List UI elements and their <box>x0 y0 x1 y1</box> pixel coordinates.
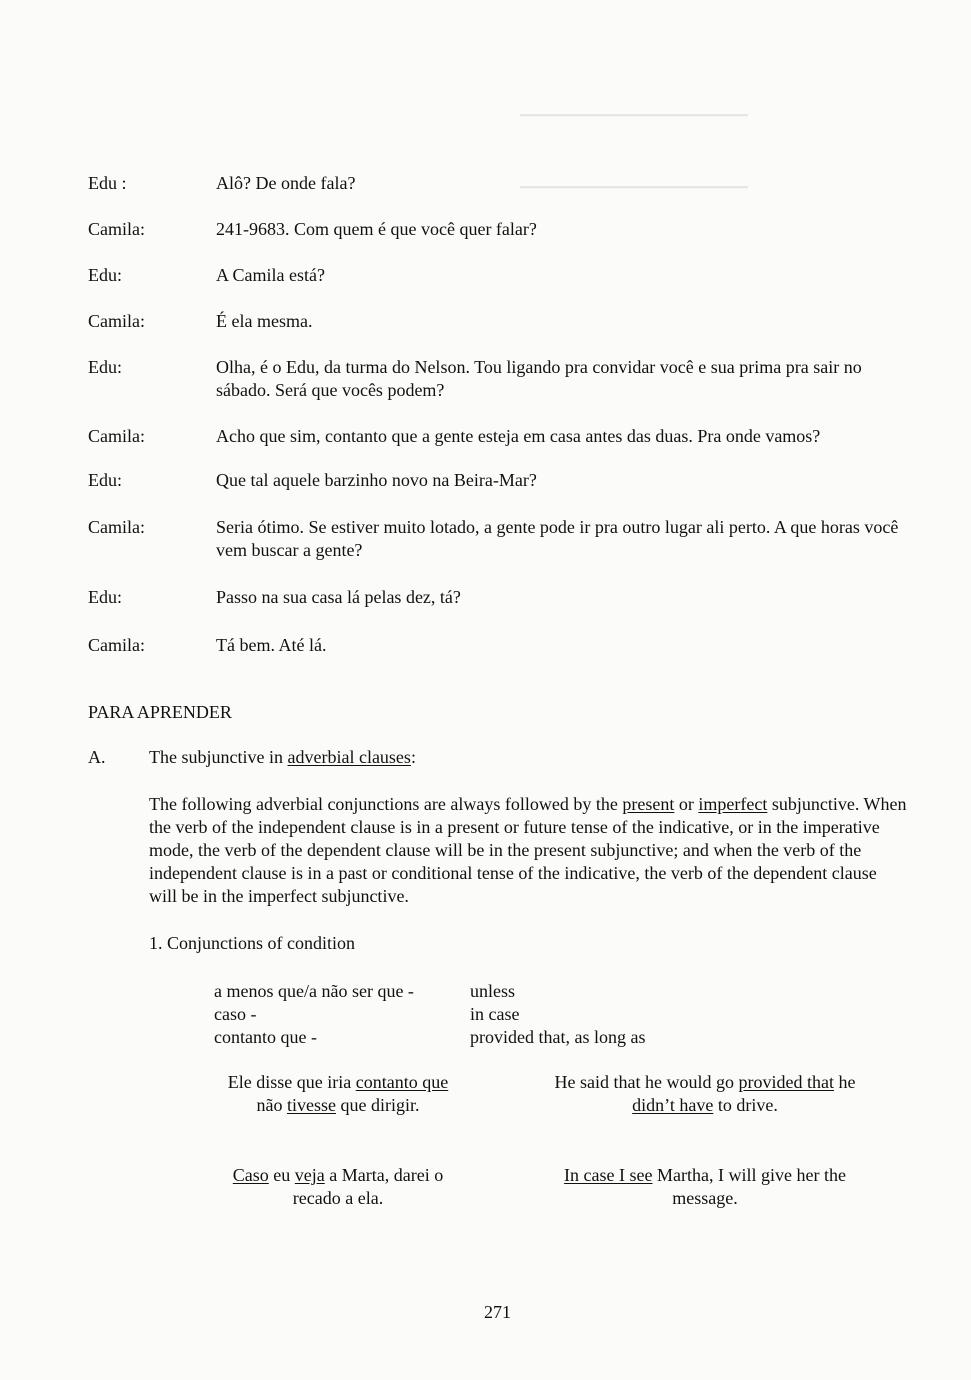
bleed-through-text: ━━━━━━━━━━━━━━━━━━━━━━━━━━━ <box>520 181 748 196</box>
example-line <box>200 1164 476 1187</box>
conjunction-pt: contanto que - <box>214 1027 317 1047</box>
example-line <box>520 1094 890 1117</box>
example-text: to drive. <box>713 1095 778 1115</box>
section-letter: A. <box>88 747 106 767</box>
speaker-label: Edu: <box>88 357 122 377</box>
example-1-portuguese <box>200 1071 476 1117</box>
example-text: Ele disse que iria <box>227 1072 356 1092</box>
page-number: 271 <box>484 1302 511 1322</box>
dialogue-line: A Camila está? <box>216 265 325 285</box>
speaker-label: Camila: <box>88 219 145 239</box>
example-text: não <box>256 1095 287 1115</box>
example-line <box>520 1071 890 1094</box>
speaker-label: Camila: <box>88 426 145 446</box>
dialogue-line: Acho que sim, contanto que a gente esteja em casa antes das duas. Pra onde vamos? <box>216 426 821 446</box>
example-underlined: veja <box>294 1165 325 1185</box>
example-text: que dirigir. <box>336 1095 420 1115</box>
example-underlined: Caso <box>232 1165 269 1185</box>
example-underlined: tivesse <box>287 1095 336 1115</box>
conjunction-pt: caso - <box>214 1004 257 1024</box>
example-text: message. <box>672 1188 738 1208</box>
speaker-label: Camila: <box>88 635 145 655</box>
example-underlined: didn’t have <box>632 1095 714 1115</box>
dialogue-line: Seria ótimo. Se estiver muito lotado, a gente pode ir pra outro lugar ali perto. A que horas você vem buscar a gente? <box>216 517 899 560</box>
section-title <box>149 746 416 769</box>
intro-text: or <box>674 794 699 814</box>
example-text: Martha, I will give her the <box>652 1165 846 1185</box>
example-line <box>520 1164 890 1187</box>
speaker-label: Camila: <box>88 311 145 331</box>
section-title-underlined: adverbial clauses <box>287 747 411 767</box>
example-2-portuguese <box>200 1164 476 1210</box>
dialogue-line: Tá bem. Até lá. <box>216 635 327 655</box>
intro-text: The following adverbial conjunctions are always followed by the <box>149 794 623 814</box>
example-line <box>200 1071 476 1094</box>
intro-underlined-imperfect: imperfect <box>698 794 768 814</box>
example-underlined: contanto que <box>355 1072 449 1092</box>
example-line <box>200 1094 476 1117</box>
example-text: eu <box>268 1165 295 1185</box>
example-text: He said that he would go <box>554 1072 739 1092</box>
speaker-label: Camila: <box>88 517 145 537</box>
section-title-suffix: : <box>410 747 416 767</box>
example-line <box>520 1187 890 1210</box>
intro-underlined-present: present <box>622 794 675 814</box>
speaker-label: Edu : <box>88 173 127 193</box>
example-underlined: provided that <box>738 1072 834 1092</box>
conjunction-en: unless <box>470 981 515 1001</box>
example-text: a Marta, darei o <box>324 1165 444 1185</box>
dialogue-line: Passo na sua casa lá pelas dez, tá? <box>216 587 461 607</box>
section-heading: PARA APRENDER <box>88 702 232 722</box>
example-line <box>200 1187 476 1210</box>
dialogue-line: Que tal aquele barzinho novo na Beira-Mar? <box>216 470 537 490</box>
speaker-label: Edu: <box>88 265 122 285</box>
example-1-english <box>520 1071 890 1117</box>
conjunction-en: in case <box>470 1004 520 1024</box>
intro-text: subjunctive. When the verb of the independent clause is in a present or future tense of the indicative, or in the imperative mode, the verb of the dependent clause will be in the present subjunctive; and when the verb of the independent clause is in a past or conditional tense of the indicative, the verb of the dependent clause will be in the imperfect subjunctive. <box>149 794 907 906</box>
subsection-heading: 1. Conjunctions of condition <box>149 933 355 953</box>
intro-paragraph <box>149 793 909 908</box>
example-underlined: In case I see <box>564 1165 653 1185</box>
speaker-label: Edu: <box>88 470 122 490</box>
example-text: recado a ela. <box>292 1188 384 1208</box>
bleed-through-text: ━━━━━━━━━━━━━━━━━━━━━━━━━━━ <box>520 109 748 124</box>
example-2-english <box>520 1164 890 1210</box>
speaker-label: Edu: <box>88 587 122 607</box>
dialogue-line: É ela mesma. <box>216 311 313 331</box>
dialogue-line: Olha, é o Edu, da turma do Nelson. Tou ligando pra convidar você e sua prima pra sair no sábado. Será que vocês podem? <box>216 357 862 400</box>
conjunction-en: provided that, as long as <box>470 1027 646 1047</box>
dialogue-line: 241-9683. Com quem é que você quer falar? <box>216 219 537 239</box>
conjunction-pt: a menos que/a não ser que - <box>214 981 414 1001</box>
section-title-text: The subjunctive in <box>149 747 288 767</box>
example-text: he <box>833 1072 856 1092</box>
dialogue-line: Alô? De onde fala? <box>216 173 356 193</box>
